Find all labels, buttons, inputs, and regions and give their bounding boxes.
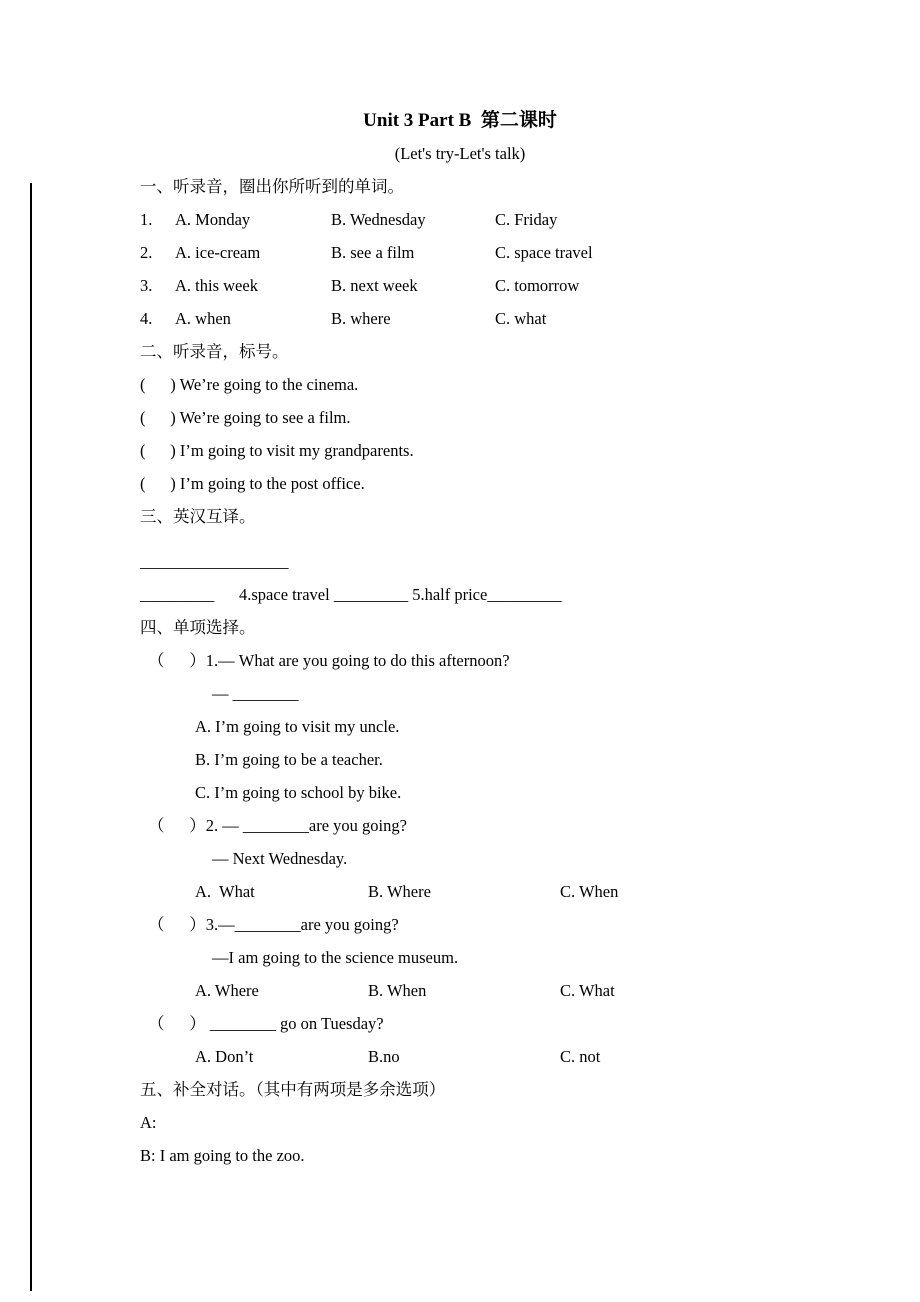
choice-q2-options [195,875,780,908]
option-a: A. when [175,309,231,328]
section1-heading: 一、听录音，圈出你所听到的单词。 [140,177,404,196]
worksheet-title: Unit 3 Part B 第二课时 [363,110,557,131]
option-b: B. Where [368,882,431,901]
row-number: 3. [140,276,153,295]
option-a: A. Monday [175,210,251,229]
choice-q4-options [195,1040,780,1073]
choice-q3-options [195,974,780,1007]
choice-q1-option-a: A. I’m going to visit my uncle. [195,717,400,736]
numbering-item-1: ( ) We’re going to the cinema. [140,375,359,394]
numbering-item-2: ( ) We’re going to see a film. [140,408,351,427]
option-c: C. what [495,309,547,328]
option-c: C. space travel [495,243,593,262]
worksheet-subtitle: (Let's try-Let's talk) [394,144,526,163]
option-a: A. this week [175,276,258,295]
option-a: A. ice-cream [175,243,261,262]
choice-q3-question: （ ）3.—________are you going? [148,915,399,934]
word-row-2 [140,236,780,269]
section4-heading: 四、单项选择。 [140,618,256,637]
choice-q1-question: （ ）1.— What are you going to do this afternoon? [148,651,510,670]
choice-q3-answer: —I am going to the science museum. [212,948,459,967]
dialogue-line-a: A: [140,1113,157,1132]
word-row-1 [140,203,780,236]
option-c: C. not [560,1047,601,1066]
choice-q2-question: （ ）2. — ________are you going? [148,816,407,835]
choice-q4-question: （ ） ________ go on Tuesday? [148,1014,384,1033]
option-c: C. tomorrow [495,276,580,295]
numbering-item-4: ( ) I’m going to the post office. [140,474,365,493]
section5-heading: 五、补全对话。（其中有两项是多余选项） [140,1080,446,1099]
option-a: A. Don’t [195,1047,254,1066]
choice-q2-answer: — Next Wednesday. [212,849,348,868]
row-number: 4. [140,309,153,328]
option-c: C. When [560,882,619,901]
option-a: A. What [195,882,255,901]
option-b: B. next week [331,276,418,295]
option-b: B.no [368,1047,400,1066]
section3-heading: 三、英汉互译。 [140,507,256,526]
translate-blank-line: __________________ [140,552,289,571]
dialogue-line-b: B: I am going to the zoo. [140,1146,305,1165]
word-row-3 [140,269,780,302]
row-number: 1. [140,210,153,229]
choice-q1-answer-blank: — ________ [212,684,299,703]
numbering-item-3: ( ) I’m going to visit my grandparents. [140,441,414,460]
option-b: B. When [368,981,427,1000]
choice-q1-option-b: B. I’m going to be a teacher. [195,750,383,769]
option-a: A. Where [195,981,259,1000]
option-c: C. Friday [495,210,558,229]
translate-items-line: _________ 4.space travel _________ 5.half price_________ [140,585,562,604]
row-number: 2. [140,243,153,262]
option-b: B. where [331,309,391,328]
choice-q1-option-c: C. I’m going to school by bike. [195,783,402,802]
option-c: C. What [560,981,615,1000]
option-b: B. Wednesday [331,210,426,229]
option-b: B. see a film [331,243,415,262]
word-row-4 [140,302,780,335]
section2-heading: 二、听录音，标号。 [140,342,289,361]
